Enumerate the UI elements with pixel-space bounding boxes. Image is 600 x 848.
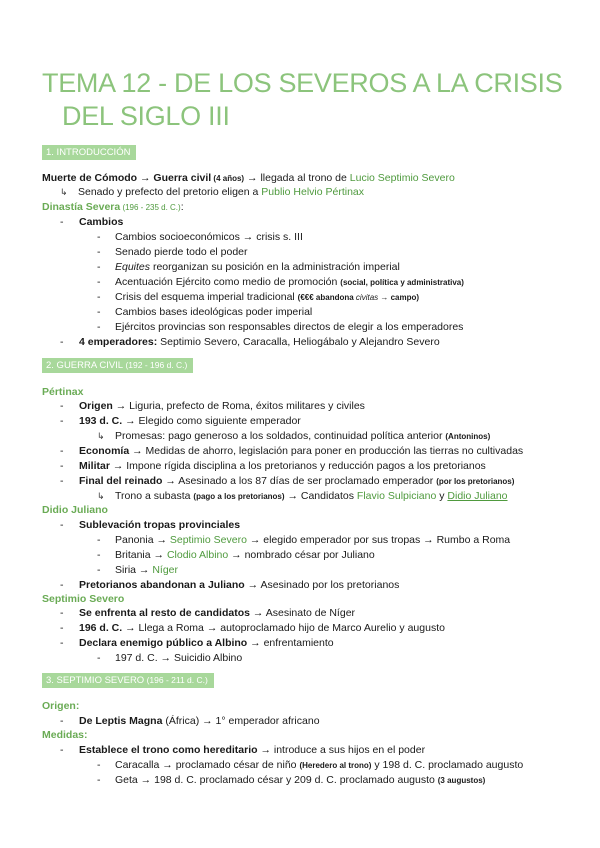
dash-icon: - (60, 519, 64, 531)
sub-arrow-icon: ↳ (97, 431, 105, 441)
dash-icon: - (60, 637, 64, 649)
list-item: De Leptis Magna (África) → 1° emperador africano (79, 715, 320, 727)
dash-icon: - (97, 564, 101, 576)
list-item: Establece el trono como hereditario → introduce a sus hijos en el poder (79, 744, 426, 756)
list-item: Cambios (79, 216, 124, 228)
sub-arrow-icon: ↳ (60, 187, 68, 197)
dash-icon: - (60, 445, 64, 457)
sub-arrow-icon: ↳ (97, 491, 105, 501)
dash-icon: - (97, 291, 101, 303)
dash-icon: - (60, 400, 64, 412)
dash-icon: - (97, 321, 101, 333)
list-item: Britania → Clodio Albino → nombrado césar por Juliano (115, 549, 375, 561)
list-item: Promesas: pago generoso a los soldados, continuidad política anterior (Antoninos) (115, 430, 491, 442)
list-item: Pretorianos abandonan a Juliano → Asesinado por los pretorianos (79, 579, 400, 591)
dash-icon: - (60, 460, 64, 472)
dash-icon: - (97, 231, 101, 243)
list-item: Geta → 198 d. C. proclamado césar y 209 d. C. proclamado augusto (3 augustos) (115, 774, 486, 786)
dash-icon: - (60, 216, 64, 228)
list-item: Cambios bases ideológicas poder imperial (115, 306, 313, 318)
list-item: Economía → Medidas de ahorro, legislación para poner en producción las tierras no cultivadas (79, 445, 524, 457)
list-item: Acentuación Ejército como medio de promoción (social, política y administrativa) (115, 276, 464, 288)
list-item: 196 d. C. → Llega a Roma → autoproclamado hijo de Marco Aurelio y augusto (79, 622, 445, 634)
dash-icon: - (60, 744, 64, 756)
dash-icon: - (60, 607, 64, 619)
list-item: 197 d. C. → Suicidio Albino (115, 652, 243, 664)
dash-icon: - (97, 261, 101, 273)
heading-medidas: Medidas: (42, 729, 88, 741)
dash-icon: - (97, 276, 101, 288)
list-item: Panonia → Septimio Severo → elegido emperador por sus tropas → Rumbo a Roma (115, 534, 511, 546)
dash-icon: - (97, 246, 101, 258)
heading-pertinax: Pértinax (42, 386, 84, 398)
dash-icon: - (97, 759, 101, 771)
dash-icon: - (60, 475, 64, 487)
heading-septimio: Septimio Severo (42, 593, 125, 605)
list-item: Final del reinado → Asesinado a los 87 días de ser proclamado emperador (por los pretorianos) (79, 475, 515, 487)
list-item: 193 d. C. → Elegido como siguiente emperador (79, 415, 301, 427)
list-item: Senado y prefecto del pretorio eligen a Publio Helvio Pértinax (78, 186, 365, 198)
list-item: Senado pierde todo el poder (115, 246, 248, 258)
dash-icon: - (60, 579, 64, 591)
heading-didio: Didio Juliano (42, 504, 108, 516)
list-item: Cambios socioeconómicos → crisis s. III (115, 231, 303, 243)
title-line-2: DEL SIGLO III (62, 101, 230, 131)
section-header-septimio-severo: 3. SEPTIMIO SEVERO (196 - 211 d. C.) (42, 673, 214, 688)
dash-icon: - (60, 415, 64, 427)
section-header-guerra-civil: 2. GUERRA CIVIL (192 - 196 d. C.) (42, 358, 193, 373)
list-item: Muerte de Cómodo → Guerra civil (4 años) → llegada al trono de Lucio Septimio Severo (42, 172, 455, 184)
list-item: Se enfrenta al resto de candidatos → Asesinato de Níger (79, 607, 356, 619)
title-line-1: TEMA 12 - DE LOS SEVEROS A LA CRISIS (42, 68, 563, 98)
dash-icon: - (97, 534, 101, 546)
list-item: Militar → Impone rígida disciplina a los pretorianos y reducción pagos a los pretorianos (79, 460, 486, 472)
list-item: Crisis del esquema imperial tradicional (€€€ abandona civitas → campo) (115, 291, 420, 303)
list-item: Siria → Níger (115, 564, 179, 576)
dash-icon: - (97, 652, 101, 664)
list-item: Ejércitos provincias son responsables directos de elegir a los emperadores (115, 321, 464, 333)
list-item: Caracalla → proclamado césar de niño (Heredero al trono) y 198 d. C. proclamado augusto (115, 759, 524, 771)
list-item: Trono a subasta (pago a los pretorianos) → Candidatos Flavio Sulpiciano y Didio Juliano (115, 490, 508, 502)
list-item: Equites reorganizan su posición en la administración imperial (115, 261, 400, 273)
list-item: Origen → Liguria, prefecto de Roma, éxitos militares y civiles (79, 400, 365, 412)
list-item: Declara enemigo público a Albino → enfrentamiento (79, 637, 334, 649)
dash-icon: - (97, 774, 101, 786)
dash-icon: - (97, 306, 101, 318)
list-item: 4 emperadores: Septimio Severo, Caracalla, Heliogábalo y Alejandro Severo (79, 336, 440, 348)
heading-dinastia: Dinastía Severa (196 - 235 d. C.): (42, 201, 184, 213)
dash-icon: - (97, 549, 101, 561)
dash-icon: - (60, 715, 64, 727)
dash-icon: - (60, 622, 64, 634)
list-item: Sublevación tropas provinciales (79, 519, 241, 531)
dash-icon: - (60, 336, 64, 348)
section-header-introduccion: 1. INTRODUCCIÓN (42, 145, 136, 160)
page-title (42, 67, 582, 133)
heading-origen: Origen: (42, 700, 80, 712)
